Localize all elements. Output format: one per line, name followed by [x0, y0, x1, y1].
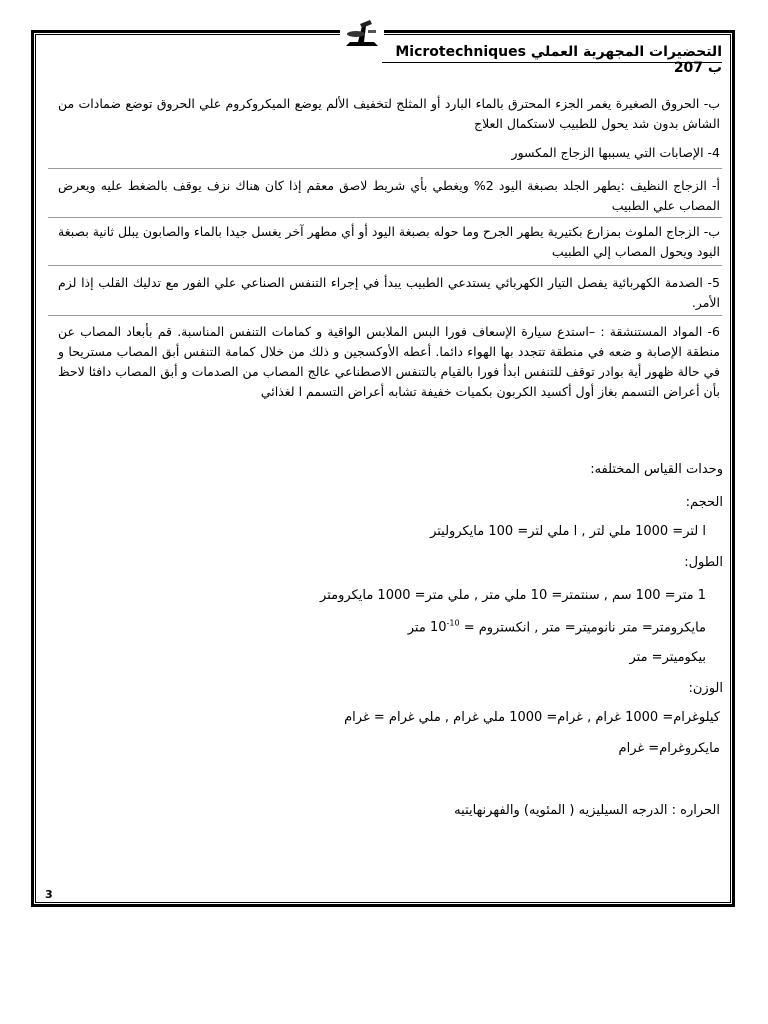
- length-line2-unit: متر: [407, 620, 430, 636]
- units-heading: وحدات القياس المختلفه:: [590, 462, 723, 477]
- length-conversions-1: 1 متر= 100 سم , سنتمتر= 10 ملي متر , ملي متر= 1000 مايكرومتر: [320, 588, 706, 603]
- paragraph-glass-injuries-heading: 4- الإصابات التي يسببها الزجاج المكسور: [511, 145, 720, 160]
- separator: [48, 217, 722, 218]
- header-underline: [382, 62, 722, 63]
- weight-conversions-2: مايكروغرام= غرام: [618, 741, 720, 756]
- paragraph-contaminated-glass: ب- الزجاج الملوث بمزارع بكتيرية يطهر الجرح وما حوله بصبغة اليود أو أي مطهر آخر يغسل جيدا بالماء والصابون يبلل ثانية بصبغة اليود ويحول المصاب إلي الطبيب: [58, 224, 720, 259]
- separator: [48, 168, 722, 169]
- volume-label: الحجم:: [685, 495, 723, 510]
- weight-label: الوزن:: [688, 681, 723, 696]
- page-header-title: التحضيرات المجهرية العملي Microtechniques ب 207: [395, 44, 722, 76]
- separator: [48, 265, 722, 266]
- paragraph-inhaled-substances: 6- المواد المستنشقة : –استدع سيارة الإسعاف فورا البس الملابس الواقية و كمامات التنفس المناسبة. قم بأبعاد المصاب عن منطقة الإصابة و ضعه في منطقة تتجدد بها الهواء دائما. أعطه الأوكسجين و ذلك من خلال كمامة التنفس أبق المصاب مستريحا و في حالة ظهور أية بوادر توقف للتنفس ابدأ فورا بالقيام بالتنفس الاصطناعي عالج المصاب من الصدمات و أبق المصاب دافئا لاحظ بأن أعراض التسمم بغاز أول أكسيد الكربون بكميات خفيفة تشابه أعراض التسمم ا لغذائي: [58, 324, 720, 399]
- paragraph-clean-glass: أ- الزجاج النظيف :يطهر الجلد بصبغة اليود 2% ويغطي بأي شريط لاصق معقم إذا كان هناك نزف يوقف بالضغط عليه ويعرض المصاب علي الطبيب: [58, 178, 721, 213]
- page-number: 3: [45, 888, 53, 901]
- microscope-icon: [340, 18, 384, 52]
- length-label: الطول:: [684, 555, 723, 570]
- weight-conversions-1: كيلوغرام= 1000 غرام , غرام= 1000 ملي غرام , ملي غرام = غرام: [344, 710, 720, 725]
- angstrom-value: $10^{-10}$: [429, 619, 460, 636]
- paragraph-minor-burns: ب- الحروق الصغيرة يغمر الجزء المحترق بالماء البارد أو المثلج لتخفيف الألم يوضع الميكروكروم علي الحروق توضع ضمادات من الشاش بدون شد يحول للطبيب لاستكمال العلاج: [58, 96, 720, 131]
- separator: [48, 315, 722, 316]
- paragraph-electric-shock: 5- الصدمة الكهربائية يفصل التيار الكهربائي يستدعي الطبيب يبدأ في إجراء التنفس الصناعي علي الفور مع تدليك القلب إذا لزم الأمر.: [58, 275, 720, 310]
- temperature-line: الحراره : الدرجه السيليزيه ( المئويه) والفهرنهايتيه: [454, 803, 720, 818]
- length-conversions-3: بيكوميتر= متر: [629, 650, 706, 665]
- length-conversions-2: [408, 619, 706, 635]
- length-line2-text: مايكرومتر= متر نانوميتر= متر , انكستروم =: [459, 620, 706, 636]
- volume-conversions: ا لتر= 1000 ملي لتر , ا ملي لتر= 100 مايكروليتر: [430, 524, 706, 539]
